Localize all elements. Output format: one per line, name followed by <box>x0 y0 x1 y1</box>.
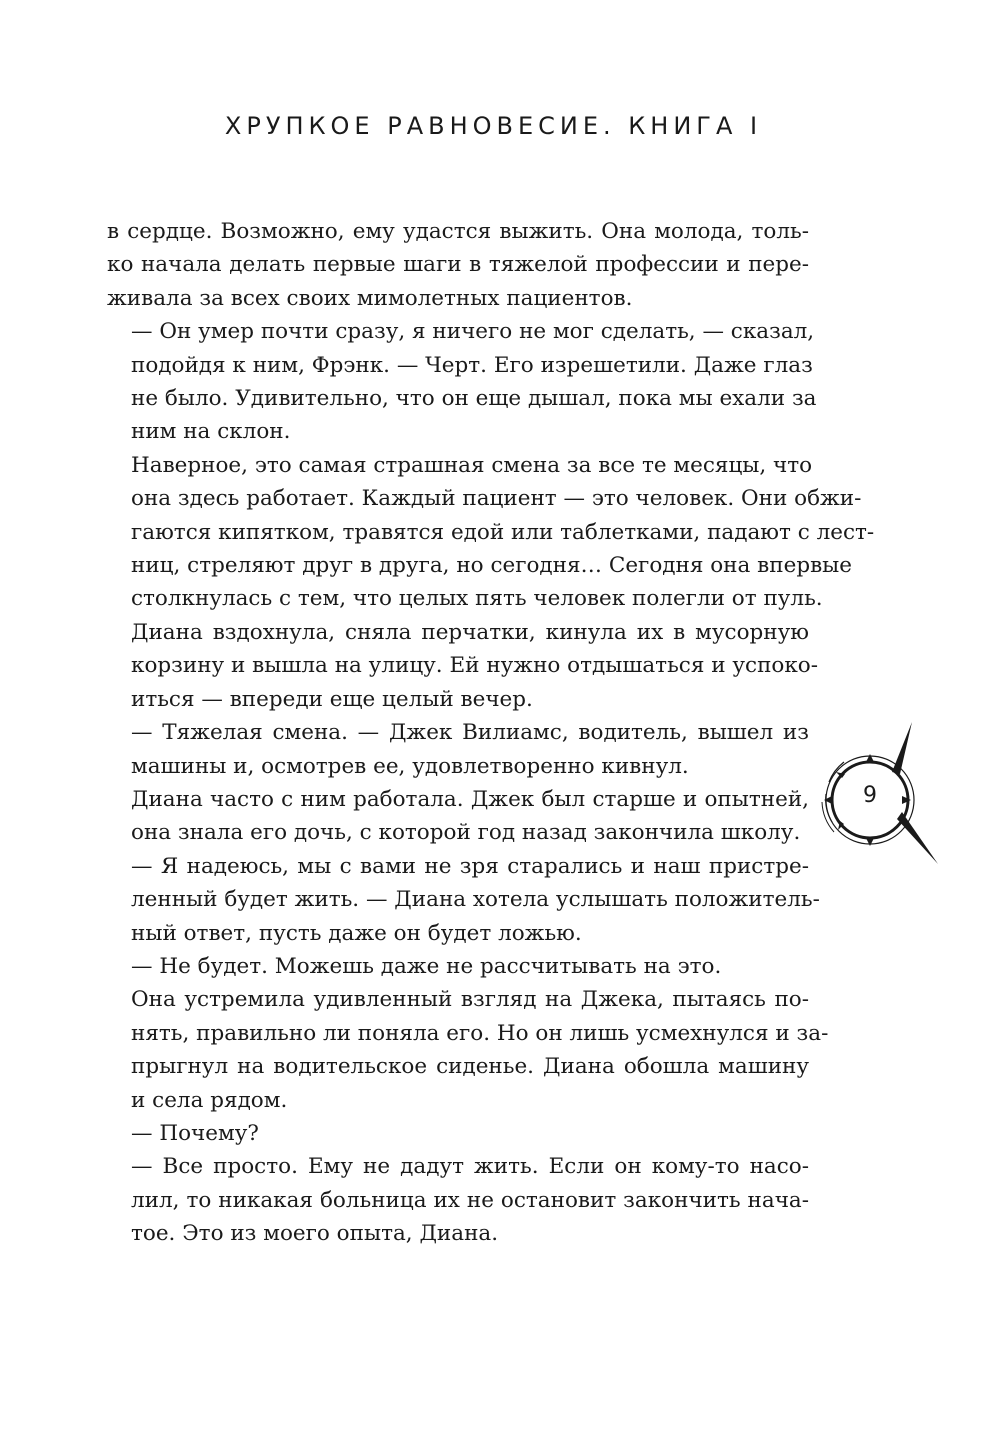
text-line: Диана вздохнула, сняла перчатки, кинула их в мусорную <box>131 619 809 645</box>
page-number: 9 <box>863 783 877 808</box>
text-line: ный ответ, пусть даже он будет ложью. <box>131 920 582 946</box>
text-line: — Все просто. Ему не дадут жить. Если он кому-то насо- <box>131 1154 809 1180</box>
text-line: не было. Удивительно, что он еще дышал, пока мы ехали за <box>131 386 817 412</box>
text-line: в сердце. Возможно, ему удастся выжить. Она молода, толь- <box>107 219 809 244</box>
paragraph <box>107 616 818 716</box>
text-line: — Почему? <box>131 1120 259 1146</box>
text-line: она знала его дочь, с которой год назад закончила школу. <box>131 820 801 846</box>
text-line: — Он умер почти сразу, я ничего не мог сделать, — сказал, <box>131 319 815 345</box>
paragraph <box>107 783 809 850</box>
body-text <box>107 215 875 1251</box>
text-line: — Я надеюсь, мы с вами не зря старались и наш пристре- <box>131 853 809 879</box>
text-line: гаются кипятком, травятся едой или таблетками, падают с лест- <box>131 519 875 545</box>
text-line: ниц, стреляют друг в друга, но сегодня… Сегодня она впервые <box>131 553 853 579</box>
text-line: корзину и вышла на улицу. Ей нужно отдышаться и успоко- <box>131 653 818 679</box>
text-line: машины и, осмотрев ее, удовлетворенно кивнул. <box>131 753 689 779</box>
text-line: тое. Это из моего опыта, Диана. <box>131 1221 499 1247</box>
paragraph <box>107 850 820 950</box>
text-line: иться — впереди еще целый вечер. <box>131 686 533 712</box>
text-line: ленный будет жить. — Диана хотела услышать положитель- <box>131 887 820 913</box>
paragraph <box>107 449 875 616</box>
text-line: ним на склон. <box>131 419 291 445</box>
paragraph <box>107 716 809 783</box>
running-header: ХРУПКОЕ РАВНОВЕСИЕ. КНИГА I <box>224 112 763 140</box>
text-line: прыгнул на водительское сиденье. Диана обошла машину <box>131 1054 809 1080</box>
paragraph <box>107 1150 809 1250</box>
text-line: она здесь работает. Каждый пациент — это человек. Они обжи- <box>131 486 862 512</box>
text-line: лил, то никакая больница их не остановит закончить нача- <box>131 1187 809 1213</box>
text-line: нять, правильно ли поняла его. Но он лишь усмехнулся и за- <box>131 1020 829 1046</box>
paragraph <box>107 950 809 983</box>
text-line: ко начала делать первые шаги в тяжелой профессии и пере- <box>107 252 809 278</box>
text-line: подойдя к ним, Фрэнк. — Черт. Его изрешетили. Даже глаз <box>131 352 813 378</box>
text-line: Наверное, это самая страшная смена за все те месяцы, что <box>131 452 813 478</box>
paragraph <box>107 215 809 315</box>
text-line: Она устремила удивленный взгляд на Джека, пытаясь по- <box>131 987 809 1013</box>
text-line: — Не будет. Можешь даже не рассчитывать на это. <box>131 953 722 979</box>
paragraph <box>107 315 817 449</box>
text-line: столкнулась с тем, что целых пять человек полегли от пуль. <box>131 586 823 612</box>
text-line: — Тяжелая смена. — Джек Вилиамс, водитель, вышел из <box>131 720 809 746</box>
text-line: живала за всех своих мимолетных пациентов. <box>107 285 633 311</box>
text-line: и села рядом. <box>131 1087 288 1113</box>
paragraph <box>107 983 829 1117</box>
paragraph <box>107 1117 809 1150</box>
text-line: Диана часто с ним работала. Джек был старше и опытней, <box>131 786 809 812</box>
